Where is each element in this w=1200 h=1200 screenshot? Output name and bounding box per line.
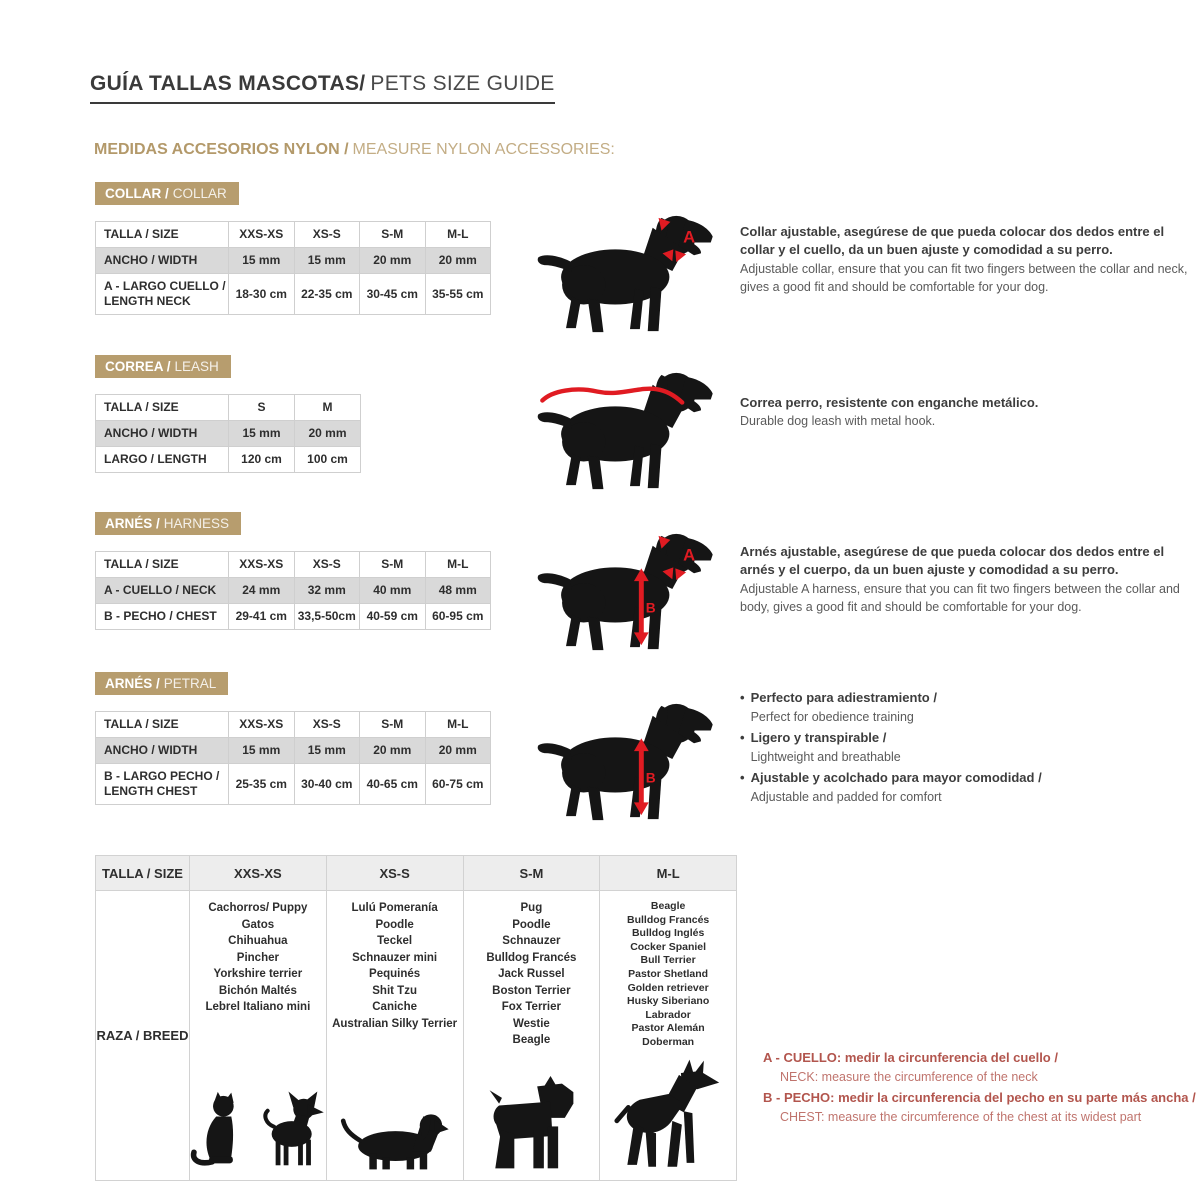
harness-section-badge (95, 512, 241, 535)
chihuahua-silhouette (258, 1085, 326, 1175)
breed-name: Cachorros/ Puppy (208, 902, 308, 914)
leash-section-badge (95, 355, 231, 378)
size-table-row-label: A - CUELLO / NECK (96, 578, 229, 604)
harness-badge-en: HARNESS (163, 516, 230, 531)
size-table-row (96, 764, 491, 805)
petral-feature-list (740, 689, 1192, 809)
breed-name: Poodle (375, 918, 414, 931)
breed-icons (464, 1075, 600, 1180)
breed-name: Pincher (236, 951, 279, 964)
size-table-row-label: ANCHO / WIDTH (96, 248, 229, 274)
petral-feature-en: Perfect for obedience training (750, 709, 914, 724)
petral-size-table (95, 711, 491, 805)
breed-name: Westie (512, 1017, 550, 1030)
breed-name: Caniche (372, 1001, 417, 1013)
size-table-value-cell: 20 mm (425, 248, 491, 274)
size-table-value-cell: 15 mm (229, 248, 295, 274)
leash-badge-es: CORREA / (105, 359, 171, 374)
breed-table-section (95, 855, 737, 1181)
size-table-row-label: ANCHO / WIDTH (96, 738, 229, 764)
size-table-row-label: LARGO / LENGTH (96, 447, 229, 473)
size-table-header-cell: XXS-XS (229, 222, 295, 248)
breed-name: Pequinés (369, 968, 421, 980)
breed-icons (327, 1105, 463, 1180)
size-table-header-cell: S (229, 395, 295, 421)
breed-table-header-cell: XS-S (326, 856, 463, 891)
size-table-value-cell: 40-59 cm (360, 604, 426, 630)
breed-name: Pastor Alemán (631, 1022, 705, 1035)
size-table-header-row (96, 395, 361, 421)
size-table-value-cell: 15 mm (294, 248, 360, 274)
size-table-row (96, 447, 361, 473)
dachshund-silhouette (339, 1105, 451, 1175)
breed-name: Pastor Shetland (628, 967, 709, 980)
leash-desc-es: Correa perro, resistente con enganche metálico. (740, 395, 1039, 410)
size-table-header-cell: M-L (425, 552, 491, 578)
harness-section (95, 512, 1200, 667)
breed-table-header-row (96, 856, 737, 891)
harness-desc-es: Arnés ajustable, asegúrese de que pueda colocar dos dedos entre el arnés y el cuerpo, da un buen ajuste y comodidad a su perro. (740, 544, 1165, 578)
size-table-header-cell: XS-S (294, 552, 360, 578)
size-table-header-cell: TALLA / SIZE (96, 222, 229, 248)
size-table-value-cell: 33,5-50cm (294, 604, 360, 630)
measuring-note-en: CHEST: measure the circumference of the chest at its widest part (780, 1109, 1142, 1124)
breed-name: Beagle (512, 1034, 551, 1046)
petral-badge-es: ARNÉS / (105, 676, 160, 691)
chest-letter: B (645, 770, 656, 786)
breed-cell (327, 891, 463, 1180)
size-table-header-cell: M (295, 395, 361, 421)
breed-name: Bulldog Francés (626, 913, 710, 926)
collar-desc-es: Collar ajustable, asegúrese de que pueda colocar dos dedos entre el collar y el cuello, da un buen ajuste y comodidad a su perro. (740, 224, 1165, 258)
schnauzer-silhouette (485, 1075, 577, 1175)
size-table-header-cell: TALLA / SIZE (96, 395, 229, 421)
breed-name: Bull Terrier (640, 954, 696, 967)
petral-feature-item (740, 729, 1192, 766)
breed-column-m-l (600, 891, 737, 1181)
breed-column-xs-s (326, 891, 463, 1181)
size-table-row (96, 604, 491, 630)
collar-desc-en: Adjustable collar, ensure that you can fit two fingers between the collar and neck, gives a good fit and should be comfortable for your dog. (740, 261, 1188, 294)
breed-name: Bichón Maltés (218, 984, 297, 997)
size-table-value-cell: 30-45 cm (360, 274, 426, 315)
breed-icons (190, 1085, 326, 1180)
size-table-value-cell: 20 mm (295, 421, 361, 447)
size-table-value-cell: 15 mm (294, 738, 360, 764)
petral-feature-es: Ajustable y acolchado para mayor comodidad / (750, 769, 1042, 785)
page-subtitle (94, 141, 615, 159)
size-table-value-cell: 24 mm (229, 578, 295, 604)
size-table-row-label: ANCHO / WIDTH (96, 421, 229, 447)
leash-description (740, 394, 1192, 431)
breed-list (327, 891, 463, 1032)
breed-name: Schnauzer mini (352, 951, 438, 964)
measuring-note-es: A - CUELLO: medir la circunferencia del cuello / (763, 1050, 1058, 1065)
chest-letter: B (645, 600, 656, 616)
neck-letter: A (683, 227, 696, 247)
size-table-header-cell: TALLA / SIZE (96, 712, 229, 738)
size-table-value-cell: 60-95 cm (425, 604, 491, 630)
bullet-dot: • (740, 729, 745, 745)
petral-feature-text (751, 769, 1042, 806)
breed-name: Lulú Pomeranía (351, 902, 438, 914)
doberman-silhouette (613, 1059, 723, 1175)
breed-name: Boston Terrier (492, 984, 571, 997)
harness-description (740, 543, 1192, 616)
size-table-header-cell: S-M (360, 222, 426, 248)
size-table-value-cell: 15 mm (229, 738, 295, 764)
page-subtitle-es: MEDIDAS ACCESORIOS NYLON / (94, 141, 349, 158)
neck-letter: A (683, 545, 696, 565)
page-title-es: GUÍA TALLAS MASCOTAS/ (90, 72, 366, 95)
size-table-value-cell: 100 cm (295, 447, 361, 473)
size-table-value-cell: 30-40 cm (294, 764, 360, 805)
size-table-row (96, 421, 361, 447)
breed-table (95, 855, 737, 1181)
dog-silhouette (535, 210, 725, 338)
dog-silhouette (535, 367, 725, 495)
page-title-en: PETS SIZE GUIDE (370, 72, 555, 95)
leash-badge-en: LEASH (174, 359, 219, 374)
breed-name: Yorkshire terrier (213, 968, 303, 980)
breed-name: Jack Russel (498, 968, 565, 980)
breed-table-body-row (96, 891, 737, 1181)
size-table-row (96, 578, 491, 604)
breed-name: Beagle (650, 900, 686, 912)
harness-badge-es: ARNÉS / (105, 516, 160, 531)
breed-list (464, 891, 600, 1049)
breed-table-header-cell: TALLA / SIZE (96, 856, 190, 891)
petral-dog-illustration (535, 698, 727, 826)
petral-feature-en: Lightweight and breathable (750, 749, 901, 764)
size-table-row-label: A - LARGO CUELLO / LENGTH NECK (96, 274, 229, 315)
harness-dog-illustration (535, 528, 727, 656)
size-table-header-cell: M-L (425, 712, 491, 738)
size-table-header-cell: XXS-XS (229, 712, 295, 738)
page-title (90, 72, 555, 104)
size-table-value-cell: 35-55 cm (425, 274, 491, 315)
collar-section (95, 182, 1200, 352)
measuring-notes (763, 1048, 1198, 1129)
collar-size-table (95, 221, 491, 315)
petral-feature-item (740, 769, 1192, 806)
petral-feature-es: Perfecto para adiestramiento / (750, 690, 937, 705)
petral-feature-es: Ligero y transpirable / (750, 729, 887, 745)
size-table-row (96, 738, 491, 764)
size-table-header-cell: XXS-XS (229, 552, 295, 578)
size-table-value-cell: 40-65 cm (360, 764, 426, 805)
size-table-value-cell: 20 mm (360, 248, 426, 274)
breed-name: Lebrel Italiano mini (205, 1001, 311, 1013)
size-table-row-label: B - LARGO PECHO / LENGTH CHEST (96, 764, 229, 805)
breed-name: Pug (520, 902, 543, 914)
breed-list (600, 891, 736, 1050)
breed-column-s-m (463, 891, 600, 1181)
dog-silhouette (535, 528, 725, 656)
collar-badge-en: COLLAR (172, 186, 227, 201)
size-table-value-cell: 48 mm (425, 578, 491, 604)
harness-desc-en: Adjustable A harness, ensure that you can fit two fingers between the collar and body, gives a good fit and should be comfortable for your dog. (740, 581, 1180, 614)
breed-name: Golden retriever (627, 981, 709, 994)
breed-table-header-cell: XXS-XS (190, 856, 327, 891)
petral-section-badge (95, 672, 228, 695)
breed-name: Labrador (645, 1008, 691, 1021)
breed-name: Fox Terrier (501, 1001, 561, 1013)
size-table-value-cell: 20 mm (360, 738, 426, 764)
size-table-header-cell: S-M (360, 552, 426, 578)
breed-name: Cocker Spaniel (630, 940, 707, 953)
breed-name: Husky Siberiano (626, 995, 710, 1008)
bullet-dot: • (740, 769, 745, 785)
breed-name: Schnauzer (502, 935, 561, 947)
size-table-value-cell: 120 cm (229, 447, 295, 473)
size-table-value-cell: 20 mm (425, 738, 491, 764)
size-table-value-cell: 32 mm (294, 578, 360, 604)
measuring-note (763, 1088, 1198, 1126)
size-table-value-cell: 18-30 cm (229, 274, 295, 315)
breed-name: Shit Tzu (372, 984, 417, 997)
measuring-note-es: B - PECHO: medir la circunferencia del pecho en su parte más ancha / (763, 1090, 1196, 1106)
size-table-header-cell: TALLA / SIZE (96, 552, 229, 578)
page-subtitle-en: MEASURE NYLON ACCESSORIES: (352, 141, 615, 158)
collar-description (740, 223, 1192, 296)
breed-name: Doberman (642, 1035, 695, 1048)
petral-feature-en: Adjustable and padded for comfort (750, 789, 942, 804)
breed-name: Bulldog Inglés (631, 927, 705, 940)
petral-feature-text (751, 729, 901, 766)
size-table-header-row (96, 222, 491, 248)
size-table-value-cell: 40 mm (360, 578, 426, 604)
petral-section (95, 672, 1200, 837)
size-table-value-cell: 15 mm (229, 421, 295, 447)
collar-badge-es: COLLAR / (105, 186, 169, 201)
breed-name: Gatos (241, 918, 275, 931)
size-table-value-cell: 60-75 cm (425, 764, 491, 805)
breed-list (190, 891, 326, 1016)
size-table-value-cell: 29-41 cm (229, 604, 295, 630)
leash-dog-illustration (535, 367, 727, 495)
breed-icons (600, 1059, 736, 1180)
breed-cell (600, 891, 736, 1180)
leash-section (95, 355, 1200, 505)
breed-name: Australian Silky Terrier (332, 1017, 458, 1030)
leash-size-table (95, 394, 361, 473)
leash-desc-en: Durable dog leash with metal hook. (740, 414, 936, 429)
breed-cell (190, 891, 326, 1180)
size-table-header-cell: XS-S (294, 712, 360, 738)
size-table-value-cell: 25-35 cm (229, 764, 295, 805)
breed-name: Chihuahua (228, 935, 288, 947)
size-table-header-cell: M-L (425, 222, 491, 248)
size-table-header-row (96, 712, 491, 738)
measuring-note-en: NECK: measure the circumference of the neck (780, 1069, 1038, 1084)
petral-feature-text (751, 689, 937, 726)
harness-size-table (95, 551, 491, 630)
breed-table-header-cell: M-L (600, 856, 737, 891)
size-table-header-row (96, 552, 491, 578)
petral-badge-en: PETRAL (163, 676, 217, 691)
size-table-row-label: B - PECHO / CHEST (96, 604, 229, 630)
size-table-value-cell: 22-35 cm (294, 274, 360, 315)
collar-section-badge (95, 182, 239, 205)
size-table-row (96, 248, 491, 274)
breed-column-xxs-xs (190, 891, 327, 1181)
measuring-note (763, 1048, 1198, 1086)
breed-cell (464, 891, 600, 1180)
breed-name: Teckel (377, 935, 413, 947)
cat-silhouette (190, 1085, 246, 1175)
size-table-row (96, 274, 491, 315)
breed-name: Bulldog Francés (486, 951, 577, 964)
collar-dog-illustration (535, 210, 727, 338)
bullet-dot: • (740, 690, 745, 705)
dog-silhouette (535, 698, 725, 826)
breed-table-header-cell: S-M (463, 856, 600, 891)
breed-row-label: RAZA / BREED (96, 891, 190, 1181)
size-table-header-cell: XS-S (294, 222, 360, 248)
petral-feature-item (740, 689, 1192, 726)
size-table-header-cell: S-M (360, 712, 426, 738)
breed-name: Poodle (512, 918, 551, 931)
